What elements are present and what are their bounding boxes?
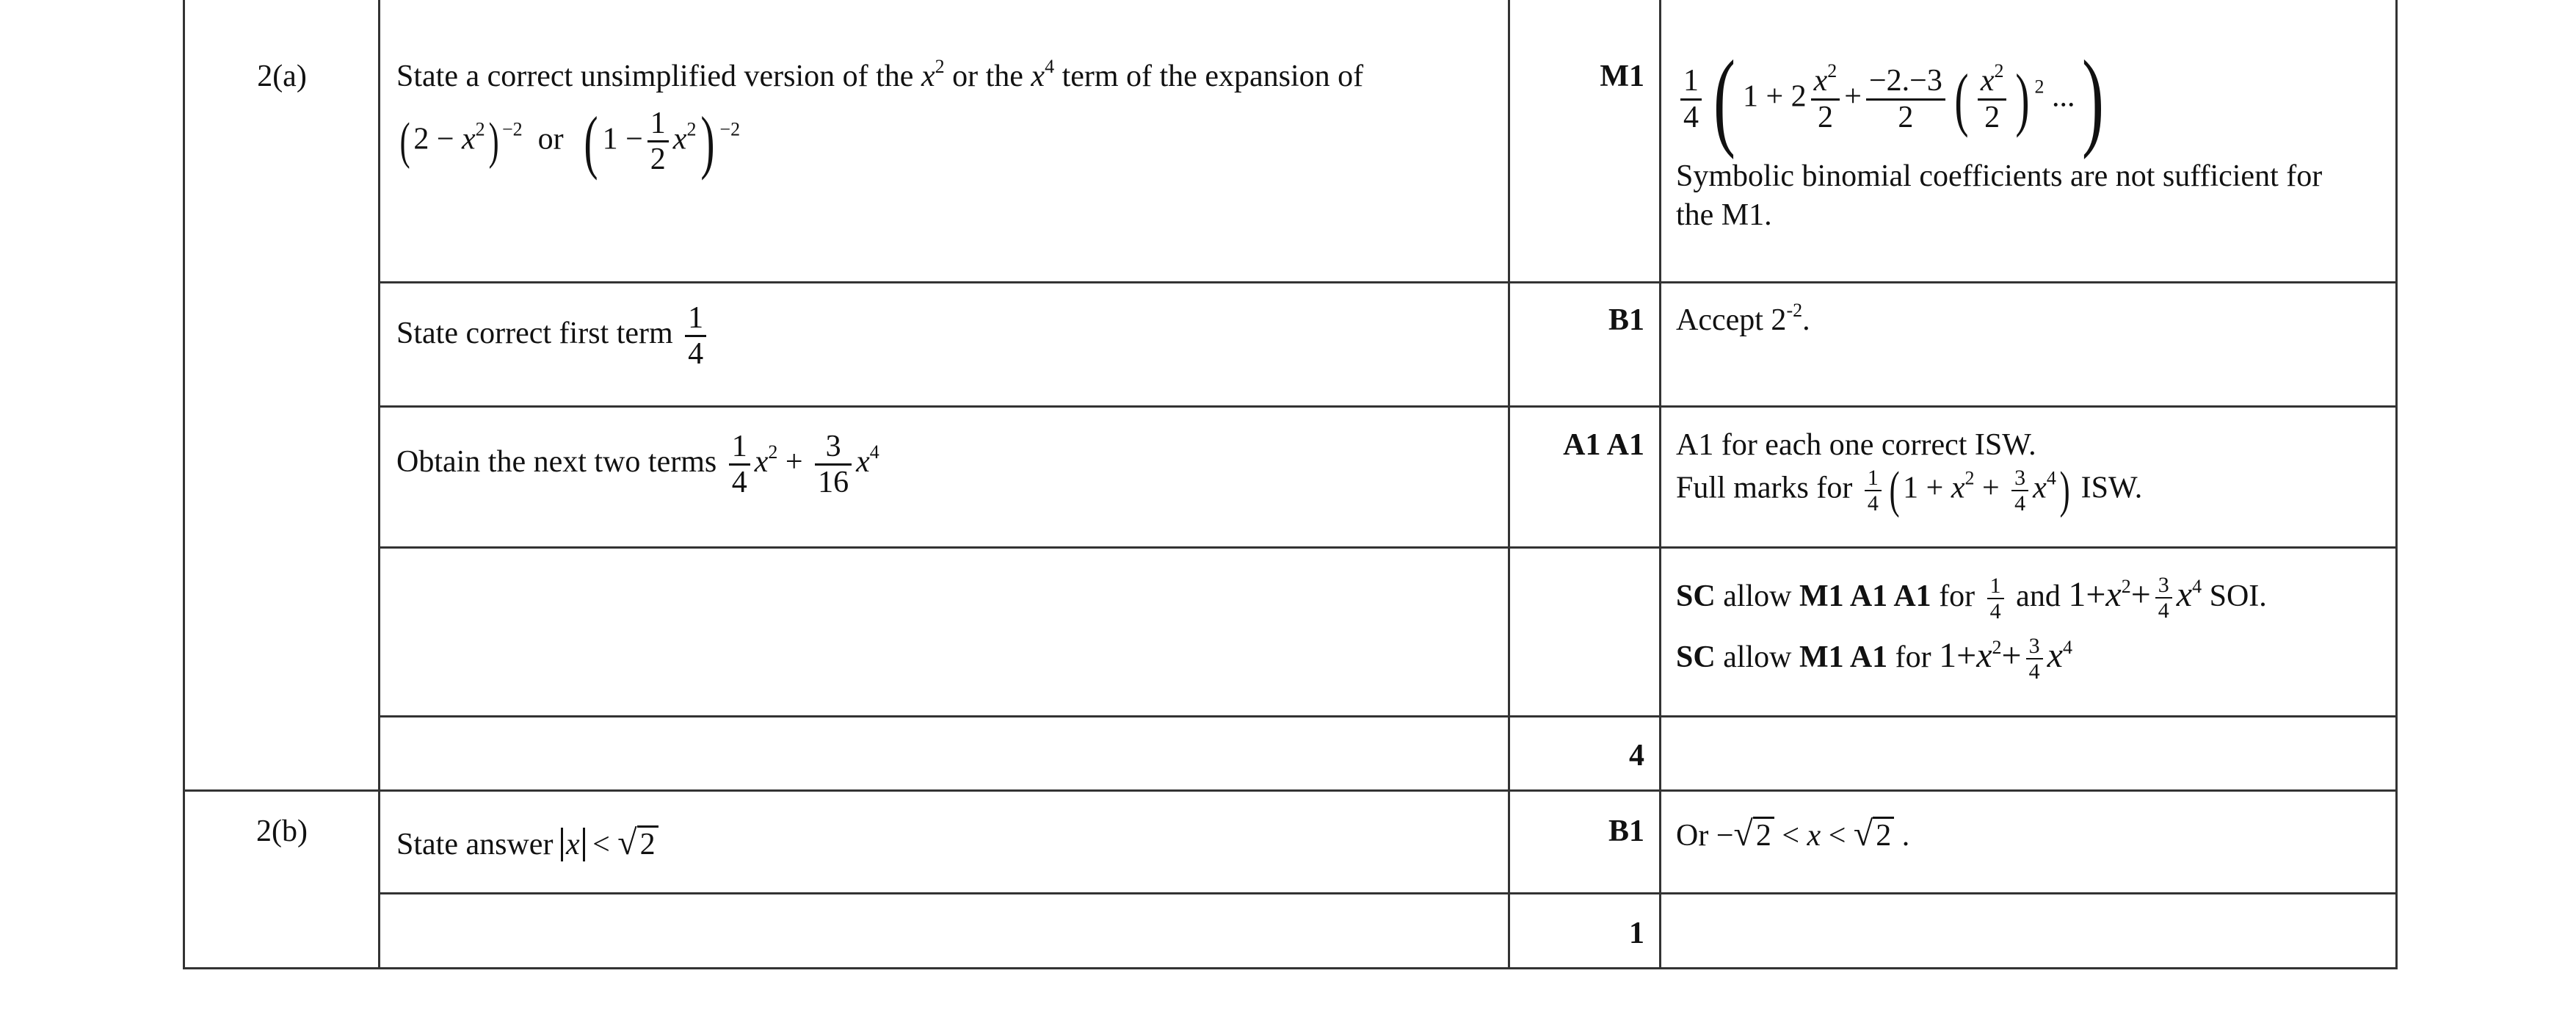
answer-cell: Obtain the next two terms $\frac{1}{4}$ $x^2$ + $\frac{3}{16}$ $x^4$ <box>396 430 879 500</box>
sc-label: SC <box>1676 579 1716 614</box>
special-case-1: SC allow M1 A1 A1 for $\frac{1}{4}$ and $1+x^2+$ $\frac{3}{4}$ $x^4$ SOI. <box>1676 573 2267 624</box>
special-case-2: SC allow M1 A1 for $1+x^2+$ $\frac{3}{4}$ $x^4$ <box>1676 634 2072 684</box>
row-divider <box>378 715 2398 717</box>
mark-code: B1 <box>1608 303 1644 337</box>
guidance-cell <box>1676 573 2381 684</box>
row-divider <box>378 892 2398 894</box>
answer-text: or <box>537 122 564 156</box>
question-number: 2(b) <box>256 814 308 848</box>
guidance-text: and <box>2016 579 2061 614</box>
question-divider <box>183 789 2398 792</box>
guidance-text: A1 for each one correct ISW. <box>1676 428 2036 462</box>
mark-code: M1 <box>1600 59 1644 93</box>
guidance-text: SOI. <box>2209 579 2267 614</box>
guidance-text: for <box>1939 579 1975 614</box>
guidance-cell <box>1676 301 2381 340</box>
answer-text: State answer <box>396 828 554 861</box>
guidance-text: allow <box>1723 579 1792 614</box>
sc-marks: M1 A1 <box>1799 640 1888 675</box>
guidance-text: for <box>1895 640 1931 675</box>
guidance-text: ISW. <box>2080 471 2143 505</box>
binomial-expansion: $\frac{1}{4}$ ( 1 + 2 $\frac{x^2}{2}$ + $\frac{-2.-3}{2}$ ( $\frac{x^2}{2}$ ) $^2$ ...) <box>1676 44 2381 154</box>
mark-code: B1 <box>1608 814 1644 848</box>
guidance-cell <box>1676 38 2381 234</box>
guidance-exponent: -2 <box>1786 300 1803 321</box>
answer-text: term of the expansion of <box>1062 59 1364 93</box>
table-divider-answer <box>1508 0 1510 969</box>
guidance-text: . <box>1802 303 1810 337</box>
answer-text: State correct first term <box>396 317 673 351</box>
answer-text: or the <box>952 59 1023 93</box>
sc-label: SC <box>1676 640 1716 675</box>
guidance-text: Or <box>1676 819 1709 853</box>
mark-code: A1 A1 <box>1563 428 1644 462</box>
question-number: 2(a) <box>257 59 307 93</box>
guidance-cell: Or −√2 < x < √2 . <box>1676 814 1910 853</box>
row-divider <box>378 405 2398 408</box>
guidance-cell: A1 for each one correct ISW. Full marks for $\frac{1}{4}$ ( $1 + x^2$ + $\frac{3}{4}$ $x^4$) ISW. <box>1676 426 2381 516</box>
row-divider <box>378 281 2398 283</box>
answer-cell: State a correct unsimplified version of the $x^2$ or the $x^4$ term of the expansion of ( $2 - x^2$) $^{-2}$ or ( 1 − $\frac{1}{2}$ $x^2$) $^{-2}$ <box>396 56 1364 181</box>
answer-text: State a correct unsimplified version of the <box>396 59 914 93</box>
total-marks: 4 <box>1629 739 1644 773</box>
table-border-right <box>2395 0 2398 969</box>
answer-cell: State correct first term $\frac{1}{4}$ <box>396 301 1498 371</box>
guidance-note: Symbolic binomial coefficients are not sufficient for the M1. <box>1676 159 2323 232</box>
table-divider-marks <box>1659 0 1661 969</box>
table-border-bottom <box>183 967 2398 969</box>
guidance-text: Accept 2 <box>1676 303 1787 337</box>
guidance-text: Full marks for <box>1676 471 1853 505</box>
sc-marks: M1 A1 A1 <box>1799 579 1931 614</box>
answer-text: Obtain the next two terms <box>396 445 717 480</box>
guidance-text: . <box>1901 819 1910 853</box>
guidance-text: allow <box>1723 640 1792 675</box>
row-divider <box>378 546 2398 549</box>
total-marks: 1 <box>1629 917 1644 950</box>
answer-cell: State answer x < √2 <box>396 821 1498 865</box>
